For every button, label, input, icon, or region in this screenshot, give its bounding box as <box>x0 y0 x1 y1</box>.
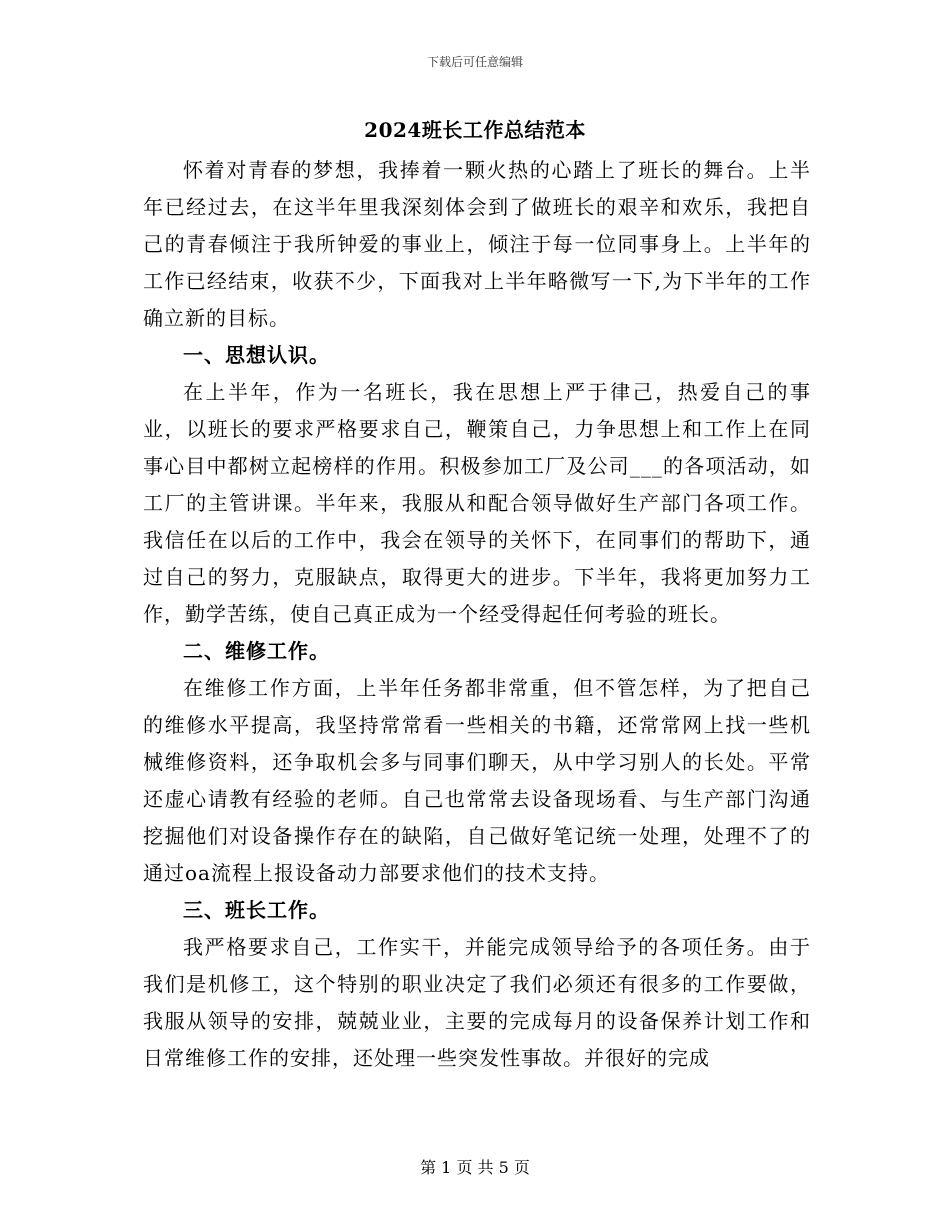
document-title: 2024班长工作总结范本 <box>364 118 586 142</box>
document-body <box>143 152 811 1077</box>
section-heading-monitor-work: 三、班长工作。 <box>183 898 330 922</box>
page-number: 第 1 页 共 5 页 <box>420 1158 530 1177</box>
section-body-monitor-work: 我严格要求自己，工作实干，并能完成领导给予的各项任务。由于我们是机修工，这个特别的职业决定了我们必须还有很多的工作要做，我服从领导的安排，兢兢业业，主要的完成每月的设备保养计划工作和日常维修工作的安排，还处理一些突发性事故。并很好的完成 <box>143 935 811 1070</box>
section-body-thinking: 在上半年，作为一名班长，我在思想上严于律己，热爱自己的事业，以班长的要求严格要求自己，鞭策自己，力争思想上和工作上在同事心目中都树立起榜样的作用。积极参加工厂及公司___的各项活动，如工厂的主管讲课。半年来，我服从和配合领导做好生产部门各项工作。我信任在以后的工作中，我会在领导的关怀下，在同事们的帮助下，通过自己的努力，克服缺点，取得更大的进步。下半年，我将更加努力工作，勤学苦练，使自己真正成为一个经受得起任何考验的班长。 <box>143 380 811 626</box>
page-header-note: 下载后可任意编辑 <box>426 55 523 69</box>
intro-paragraph: 怀着对青春的梦想，我捧着一颗火热的心踏上了班长的舞台。上半年已经过去，在这半年里我深刻体会到了做班长的艰辛和欢乐，我把自己的青春倾注于我所钟爱的事业上，倾注于每一位同事身上。上半年的工作已经结束，收获不少，下面我对上半年略微写一下,为下半年的工作确立新的目标。 <box>143 158 811 330</box>
section-heading-thinking: 一、思想认识。 <box>183 343 330 367</box>
section-body-maintenance: 在维修工作方面，上半年任务都非常重，但不管怎样，为了把自己的维修水平提高，我坚持常常看一些相关的书籍，还常常网上找一些机械维修资料，还争取机会多与同事们聊天，从中学习别人的长处。平常还虚心请教有经验的老师。自己也常常去设备现场看、与生产部门沟通挖掘他们对设备操作存在的缺陷，自己做好笔记统一处理，处理不了的通过oa流程上报设备动力部要求他们的技术支持。 <box>143 676 811 885</box>
section-heading-maintenance: 二、维修工作。 <box>183 639 330 663</box>
